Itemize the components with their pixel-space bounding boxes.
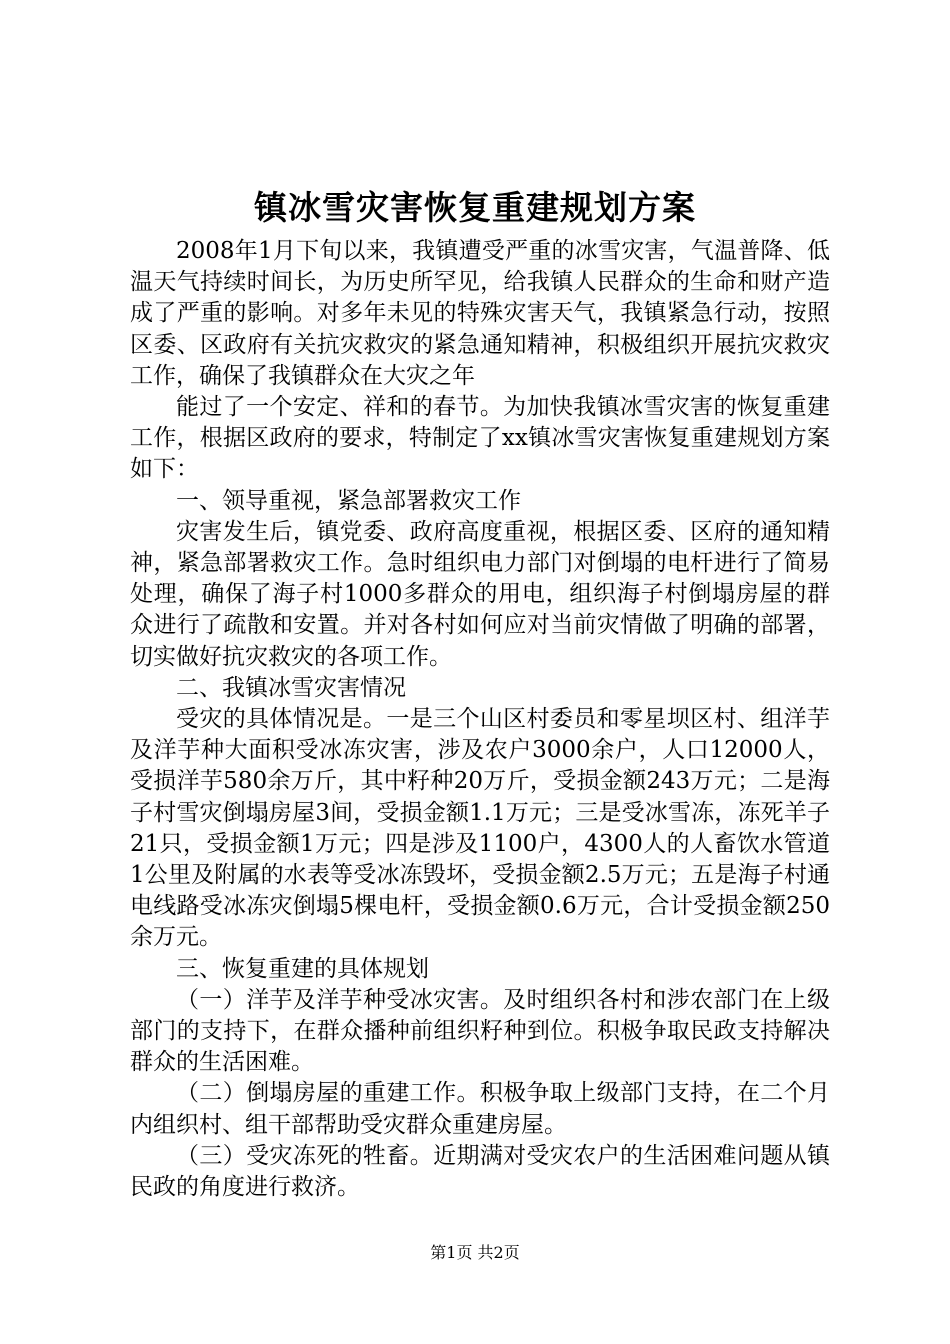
paragraph: （一）洋芋及洋芋种受冰灾害。及时组织各村和涉农部门在上级部门的支持下，在群众播种前组织籽种到位。积极争取民政支持解决群众的生活困难。 xyxy=(130,986,830,1076)
section-heading: 一、领导重视，紧急部署救灾工作 xyxy=(176,487,521,514)
document-title: 镇冰雪灾害恢复重建规划方案 xyxy=(254,188,696,227)
paragraph: 受灾的具体情况是。一是三个山区村委员和零星坝区村、组洋芋及洋芋种大面积受冰冻灾害，涉及农户3000余户，人口12000人，受损洋芋580余万斤，其中籽种20万斤，受损金额243万元；二是海子村雪灾倒塌房屋3间，受损金额1.1万元；三是受冰雪冻，冻死羊子21只，受损金额1万元；四是涉及1100户，4300人的人畜饮水管道1公里及附属的水表等受冰冻毁坏，受损金额2.5万元；五是海子村通电线路受冰冻灾倒塌5棵电杆，受损金额0.6万元，合计受损金额250余万元。 xyxy=(130,706,830,951)
document-body xyxy=(130,236,830,1203)
page-footer: 第1页 共2页 xyxy=(430,1243,520,1262)
paragraph: 灾害发生后，镇党委、政府高度重视，根据区委、区府的通知精神，紧急部署救灾工作。急时组织电力部门对倒塌的电杆进行了简易处理，确保了海子村1000多群众的用电，组织海子村倒塌房屋的群众进行了疏散和安置。并对各村如何应对当前灾情做了明确的部署，切实做好抗灾救灾的各项工作。 xyxy=(130,518,830,670)
paragraph: 能过了一个安定、祥和的春节。为加快我镇冰雪灾害的恢复重建工作，根据区政府的要求，特制定了xx镇冰雪灾害恢复重建规划方案如下： xyxy=(130,394,830,483)
section-heading: 三、恢复重建的具体规划 xyxy=(176,955,429,982)
paragraph: （三）受灾冻死的牲畜。近期满对受灾农户的生活困难问题从镇民政的角度进行救济。 xyxy=(130,1142,830,1201)
section-heading: 二、我镇冰雪灾害情况 xyxy=(176,674,406,701)
paragraph: （二）倒塌房屋的重建工作。积极争取上级部门支持，在二个月内组织村、组干部帮助受灾群众重建房屋。 xyxy=(130,1080,830,1138)
paragraph: 2008年1月下旬以来，我镇遭受严重的冰雪灾害，气温普降、低温天气持续时间长，为历史所罕见，给我镇人民群众的生命和财产造成了严重的影响。对多年未见的特殊灾害天气，我镇紧急行动，按照区委、区政府有关抗灾救灾的紧急通知精神，积极组织开展抗灾救灾工作，确保了我镇群众在大灾之年 xyxy=(130,238,830,389)
